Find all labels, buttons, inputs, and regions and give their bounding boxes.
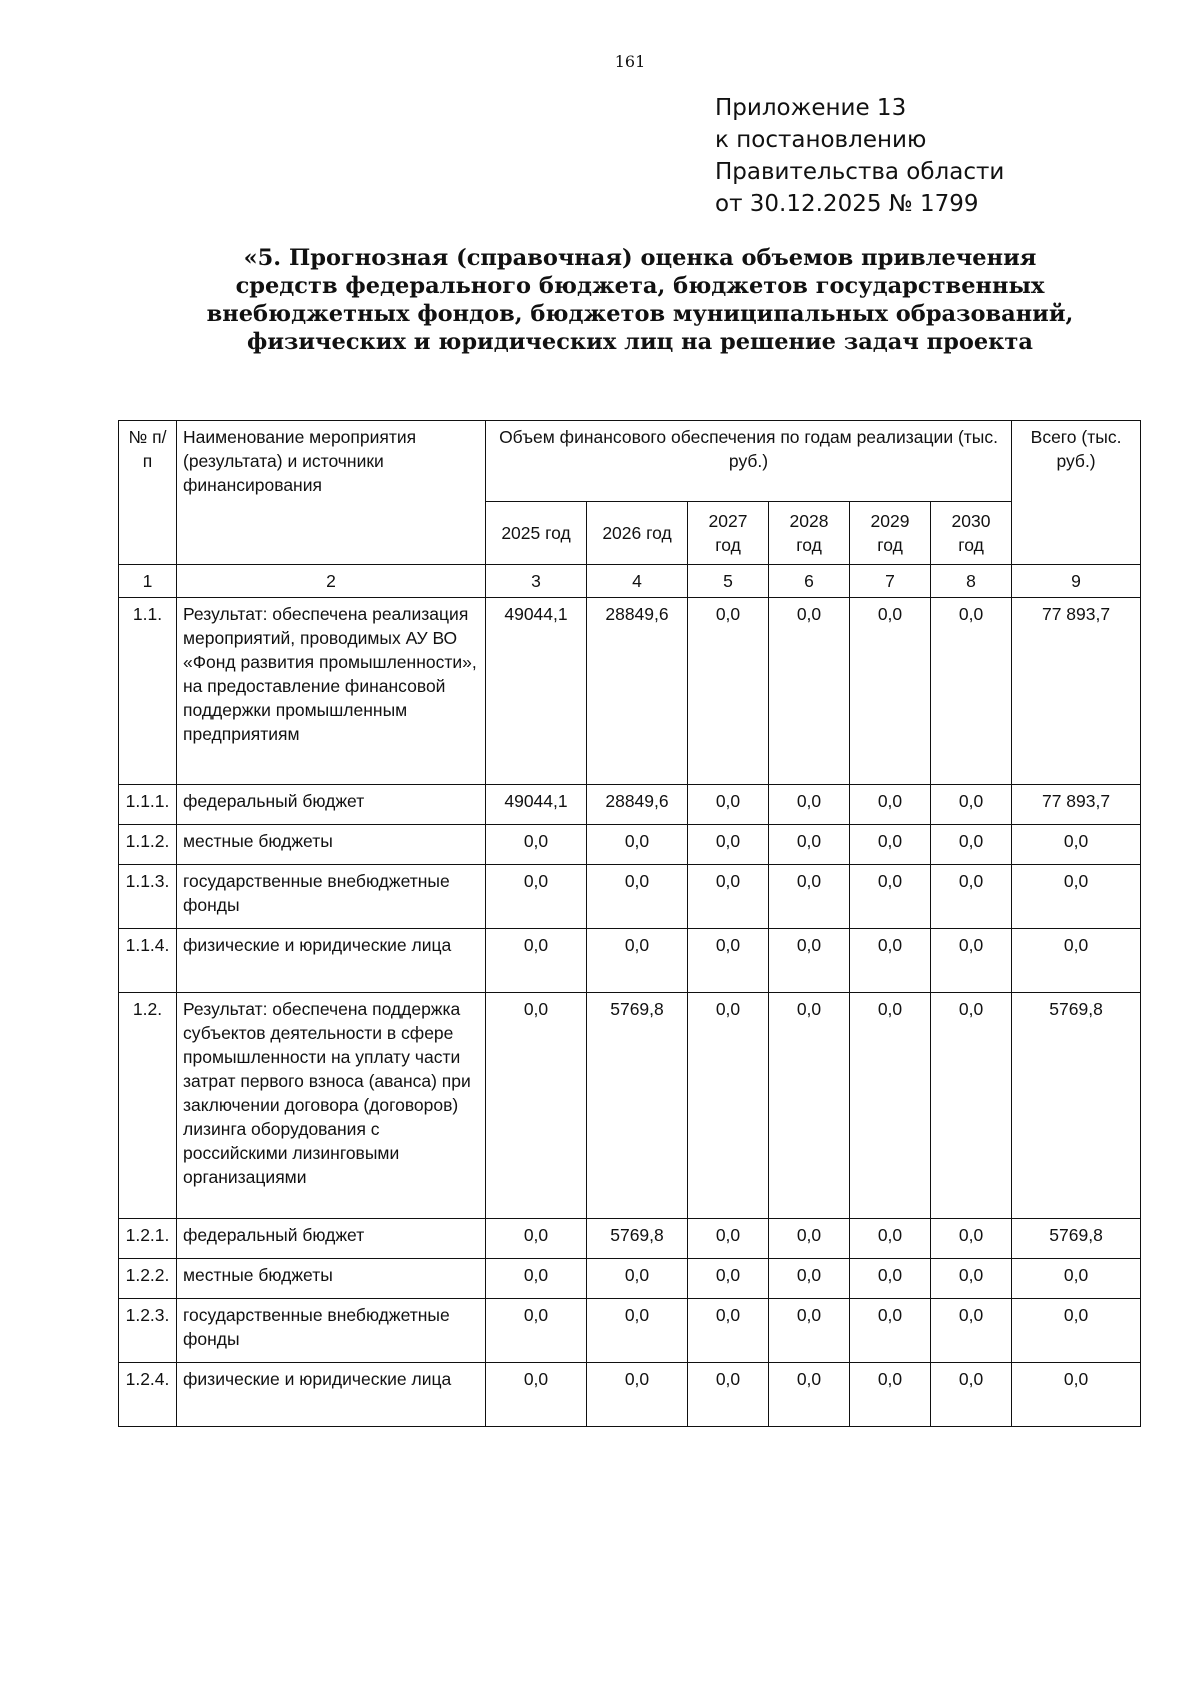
row-name: государственные внебюджетные фонды [177, 865, 486, 929]
row-value: 0,0 [486, 1259, 587, 1299]
header-year: 2030 год [931, 502, 1012, 565]
table-row [119, 825, 1141, 865]
row-name: федеральный бюджет [177, 785, 486, 825]
row-name: Результат: обеспечена реализация мероприятий, проводимых АУ ВО «Фонд развития промышленности», на предоставление финансовой поддержки промышленным предприятиям [177, 598, 486, 785]
row-total: 5769,8 [1012, 993, 1141, 1219]
row-total: 77 893,7 [1012, 598, 1141, 785]
column-number: 3 [486, 565, 587, 598]
row-value: 0,0 [587, 1299, 688, 1363]
title-line: физических и юридических лиц на решение задач проекта [247, 329, 1033, 355]
row-value: 0,0 [931, 993, 1012, 1219]
row-value: 0,0 [688, 1219, 769, 1259]
table-row [119, 1363, 1141, 1427]
row-value: 28849,6 [587, 785, 688, 825]
row-value: 0,0 [850, 1363, 931, 1427]
row-name: физические и юридические лица [177, 929, 486, 993]
table-row [119, 1219, 1141, 1259]
header-num: № п/п [119, 421, 177, 565]
row-value: 0,0 [769, 785, 850, 825]
row-value: 0,0 [688, 598, 769, 785]
row-value: 0,0 [931, 929, 1012, 993]
row-value: 0,0 [850, 929, 931, 993]
row-value: 0,0 [486, 929, 587, 993]
column-number: 2 [177, 565, 486, 598]
row-number: 1.1.4. [119, 929, 177, 993]
row-number: 1.2. [119, 993, 177, 1219]
row-value: 0,0 [850, 1219, 931, 1259]
document-title [200, 244, 1080, 356]
row-value: 0,0 [769, 865, 850, 929]
title-line: средств федерального бюджета, бюджетов государственных [235, 273, 1045, 299]
row-value: 0,0 [486, 993, 587, 1219]
header-year: 2027 год [688, 502, 769, 565]
row-value: 0,0 [931, 1259, 1012, 1299]
header-name: Наименование мероприятия (результата) и источники финансирования [177, 421, 486, 565]
row-number: 1.1. [119, 598, 177, 785]
header-year: 2028 год [769, 502, 850, 565]
row-value: 0,0 [769, 1363, 850, 1427]
row-value: 0,0 [769, 598, 850, 785]
title-line: внебюджетных фондов, бюджетов муниципальных образований, [206, 301, 1074, 327]
row-name: государственные внебюджетные фонды [177, 1299, 486, 1363]
header-year: 2029 год [850, 502, 931, 565]
row-value: 0,0 [931, 1219, 1012, 1259]
row-total: 0,0 [1012, 1363, 1141, 1427]
appendix-line: от 30.12.2025 № 1799 [715, 191, 979, 217]
appendix-block [715, 92, 1115, 220]
row-name: федеральный бюджет [177, 1219, 486, 1259]
row-value: 0,0 [850, 993, 931, 1219]
column-number: 9 [1012, 565, 1141, 598]
row-value: 0,0 [587, 1363, 688, 1427]
row-name: Результат: обеспечена поддержка субъектов деятельности в сфере промышленности на уплату части затрат первого взноса (аванса) при заключении договора (договоров) лизинга оборудования с российскими лизинговыми организациями [177, 993, 486, 1219]
row-value: 0,0 [587, 865, 688, 929]
table-row [119, 1299, 1141, 1363]
column-number: 1 [119, 565, 177, 598]
row-value: 0,0 [931, 785, 1012, 825]
row-total: 0,0 [1012, 1259, 1141, 1299]
row-number: 1.1.2. [119, 825, 177, 865]
appendix-line: к постановлению [715, 127, 927, 153]
table-row [119, 598, 1141, 785]
row-value: 0,0 [769, 929, 850, 993]
row-number: 1.2.2. [119, 1259, 177, 1299]
page-number: 161 [614, 52, 646, 71]
table-row [119, 865, 1141, 929]
title-line: «5. Прогнозная (справочная) оценка объемов привлечения [243, 245, 1037, 271]
row-name: физические и юридические лица [177, 1363, 486, 1427]
row-number: 1.2.1. [119, 1219, 177, 1259]
row-value: 0,0 [486, 1219, 587, 1259]
row-value: 0,0 [688, 1259, 769, 1299]
row-value: 0,0 [850, 865, 931, 929]
row-value: 0,0 [931, 865, 1012, 929]
row-value: 0,0 [769, 993, 850, 1219]
row-value: 0,0 [486, 825, 587, 865]
header-row [119, 421, 1141, 502]
row-value: 0,0 [850, 1299, 931, 1363]
row-value: 0,0 [850, 598, 931, 785]
row-total: 0,0 [1012, 1299, 1141, 1363]
appendix-line: Приложение 13 [715, 95, 907, 121]
column-number: 6 [769, 565, 850, 598]
header-total: Всего (тыс. руб.) [1012, 421, 1141, 565]
row-number: 1.1.1. [119, 785, 177, 825]
header-year: 2025 год [486, 502, 587, 565]
header-volume: Объем финансового обеспечения по годам реализации (тыс. руб.) [486, 421, 1012, 502]
row-value: 0,0 [769, 1299, 850, 1363]
row-value: 0,0 [931, 825, 1012, 865]
row-total: 77 893,7 [1012, 785, 1141, 825]
row-value: 5769,8 [587, 993, 688, 1219]
row-value: 0,0 [587, 929, 688, 993]
row-value: 0,0 [850, 785, 931, 825]
financing-table [118, 420, 1141, 1427]
column-numbers-row [119, 565, 1141, 598]
row-value: 0,0 [769, 1219, 850, 1259]
row-value: 0,0 [688, 1363, 769, 1427]
row-value: 0,0 [850, 1259, 931, 1299]
column-number: 4 [587, 565, 688, 598]
column-number: 7 [850, 565, 931, 598]
table-row [119, 1259, 1141, 1299]
row-name: местные бюджеты [177, 825, 486, 865]
column-number: 8 [931, 565, 1012, 598]
row-value: 0,0 [486, 1363, 587, 1427]
row-number: 1.2.4. [119, 1363, 177, 1427]
row-value: 0,0 [931, 1363, 1012, 1427]
row-value: 0,0 [688, 929, 769, 993]
row-value: 0,0 [688, 785, 769, 825]
row-value: 0,0 [486, 1299, 587, 1363]
row-total: 0,0 [1012, 929, 1141, 993]
row-number: 1.2.3. [119, 1299, 177, 1363]
row-value: 0,0 [931, 598, 1012, 785]
row-value: 0,0 [587, 1259, 688, 1299]
row-value: 49044,1 [486, 598, 587, 785]
appendix-line: Правительства области [715, 159, 1005, 185]
table-row [119, 929, 1141, 993]
row-value: 0,0 [587, 825, 688, 865]
row-value: 0,0 [688, 1299, 769, 1363]
column-number: 5 [688, 565, 769, 598]
row-total: 0,0 [1012, 825, 1141, 865]
row-value: 0,0 [769, 1259, 850, 1299]
row-value: 28849,6 [587, 598, 688, 785]
row-value: 0,0 [931, 1299, 1012, 1363]
row-total: 5769,8 [1012, 1219, 1141, 1259]
table-row [119, 785, 1141, 825]
row-value: 0,0 [850, 825, 931, 865]
row-value: 0,0 [769, 825, 850, 865]
row-value: 0,0 [688, 825, 769, 865]
row-value: 0,0 [688, 865, 769, 929]
row-value: 49044,1 [486, 785, 587, 825]
row-total: 0,0 [1012, 865, 1141, 929]
row-name: местные бюджеты [177, 1259, 486, 1299]
row-value: 0,0 [486, 865, 587, 929]
row-number: 1.1.3. [119, 865, 177, 929]
header-year: 2026 год [587, 502, 688, 565]
row-value: 0,0 [688, 993, 769, 1219]
table-row [119, 993, 1141, 1219]
row-value: 5769,8 [587, 1219, 688, 1259]
